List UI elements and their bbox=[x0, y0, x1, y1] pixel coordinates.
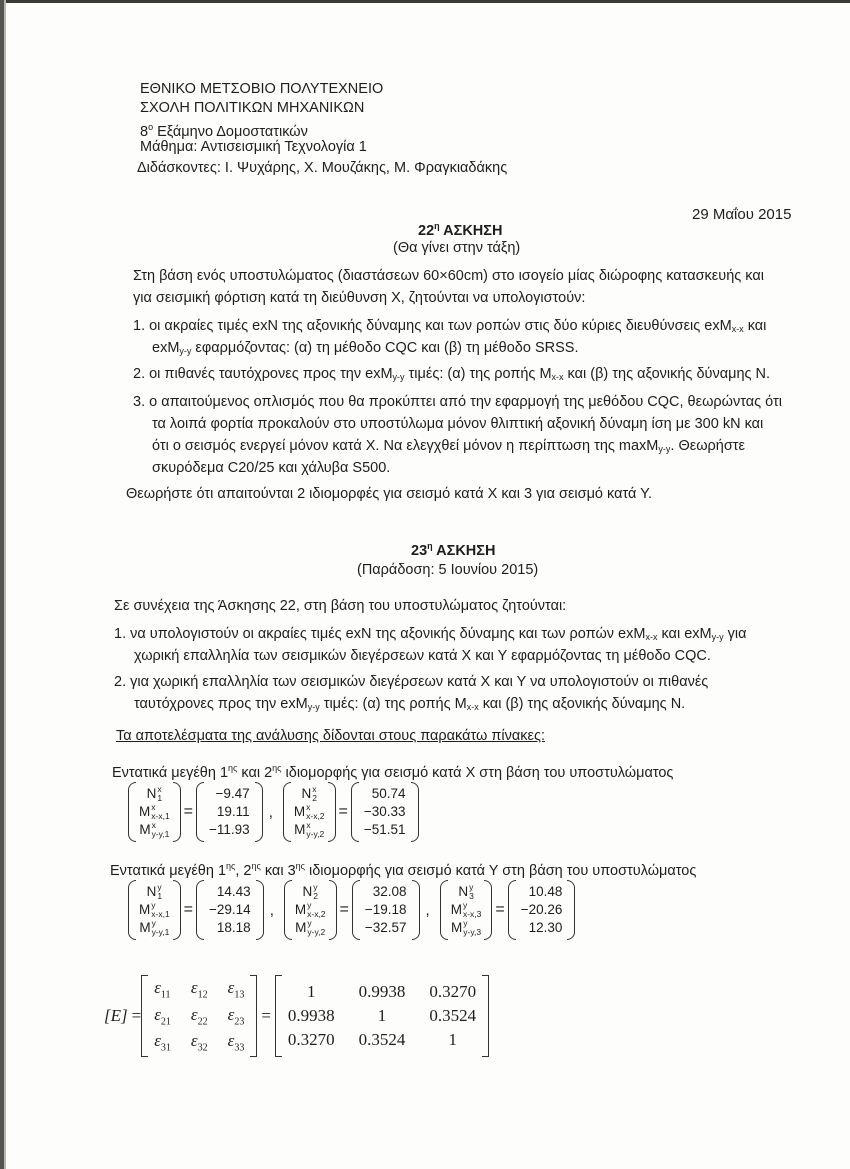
symbol-subscript: y-y,1 bbox=[151, 927, 170, 937]
brace-right bbox=[484, 880, 492, 940]
brace-left bbox=[196, 782, 204, 842]
brace-left bbox=[351, 782, 359, 842]
epsilon-entry bbox=[228, 1005, 245, 1027]
symbol-direction: y bbox=[157, 882, 162, 892]
vector-value: 10.48 bbox=[528, 884, 563, 899]
symbol-indices bbox=[469, 883, 474, 901]
mode-vector bbox=[128, 880, 264, 940]
symbol-indices bbox=[157, 883, 162, 901]
moment-yy-symbol bbox=[294, 821, 324, 839]
semester-number: 8 bbox=[140, 124, 149, 140]
brace-right bbox=[256, 880, 264, 940]
symbol-indices bbox=[152, 919, 170, 937]
e23-item2-pre: ταυτόχρονες προς την exM bbox=[134, 696, 308, 712]
epsilon-symbol: ε bbox=[190, 1004, 198, 1024]
symbol-letter: M bbox=[294, 822, 306, 837]
equals-sign: = bbox=[495, 901, 505, 918]
brace-left bbox=[283, 782, 291, 842]
symbol-letter: M bbox=[295, 920, 307, 935]
exercise-23-intro: Σε συνέχεια της Άσκησης 22, στη βάση του υποστυλώματος ζητούνται: bbox=[114, 598, 567, 614]
e23-item2-sub1: y-y bbox=[307, 702, 320, 712]
vector-value: −11.93 bbox=[209, 822, 250, 837]
y-cap-sup2: ης bbox=[251, 861, 261, 871]
item2-pre: 2. οι πιθανές ταυτόχρονες προς την exM bbox=[133, 366, 393, 382]
correlation-value: 1 bbox=[448, 1030, 458, 1049]
item3-line3-sub: y-y bbox=[658, 444, 671, 454]
exercise-22-intro-line2: για σεισμική φόρτιση κατά τη διεύθυνση Χ, ζητούνται να υπολογιστούν: bbox=[133, 290, 586, 306]
x-cap-mid: και 2 bbox=[237, 765, 273, 781]
exercise-22-date: 29 Μαΐου 2015 bbox=[692, 206, 792, 223]
brace-left bbox=[284, 880, 292, 940]
symbol-direction: y bbox=[313, 882, 318, 892]
symbol-subscript: x-x,1 bbox=[151, 811, 170, 821]
symbol-letter: N bbox=[458, 884, 469, 899]
exercise-23-item1-line1 bbox=[114, 624, 746, 647]
item1-line2-pre: exM bbox=[152, 340, 180, 356]
mode-vector bbox=[284, 880, 420, 940]
brace-right bbox=[173, 880, 181, 940]
exercise-22-note: Θεωρήστε ότι απαιτούνται 2 ιδιομορφές για σεισμό κατά Χ και 3 για σεισμό κατά Υ. bbox=[126, 486, 653, 502]
epsilon-index: 22 bbox=[197, 1016, 208, 1028]
e23-item1-mid: και exM bbox=[657, 626, 712, 642]
epsilon-entry bbox=[191, 978, 208, 1000]
symbol-indices bbox=[307, 919, 325, 937]
symbol-letter: N bbox=[302, 884, 313, 899]
symbol-indices bbox=[306, 803, 324, 821]
equals-sign: = bbox=[131, 1006, 142, 1025]
correlation-value: 0.3524 bbox=[358, 1030, 406, 1049]
brace-right bbox=[173, 782, 181, 842]
brace-left bbox=[128, 782, 136, 842]
symbol-indices bbox=[306, 821, 324, 839]
symbol-subscript: x-x,1 bbox=[151, 909, 170, 919]
axial-force-symbol bbox=[147, 883, 162, 901]
axial-force-symbol bbox=[458, 883, 473, 901]
symbol-column bbox=[291, 785, 328, 839]
moment-xx-symbol bbox=[451, 901, 482, 919]
y-cap-end: ιδιομορφής για σεισμό κατά Υ στη βάση του υποστυλώματος bbox=[304, 863, 697, 879]
epsilon-index: 11 bbox=[160, 989, 171, 1001]
correlation-value: 0.9938 bbox=[287, 1006, 335, 1025]
numeric-matrix bbox=[282, 982, 482, 1050]
moment-xx-symbol bbox=[295, 901, 326, 919]
symbol-subscript: y-y,2 bbox=[306, 829, 325, 839]
brace-right bbox=[329, 880, 337, 940]
symbol-indices bbox=[151, 803, 169, 821]
institution-name: ΕΘΝΙΚΟ ΜΕΤΣΟΒΙΟ ΠΟΛΥΤΕΧΝΕΙΟ bbox=[140, 81, 384, 97]
symbol-letter: M bbox=[450, 902, 462, 917]
symbol-direction: x bbox=[151, 820, 156, 830]
moment-yy-symbol bbox=[451, 919, 481, 937]
e23-item2-end: και (β) της αξονικής δύναμης Ν. bbox=[478, 696, 686, 712]
value-column bbox=[360, 883, 412, 937]
exercise-22-item3-line4: σκυρόδεμα C20/25 και χάλυβα S500. bbox=[152, 460, 391, 476]
symbol-subscript: y-y,1 bbox=[151, 829, 170, 839]
x-cap-sup2: ης bbox=[272, 763, 282, 773]
symbol-direction: y bbox=[469, 882, 474, 892]
e23-item2-mid: τιμές: (α) της ροπής M bbox=[319, 696, 467, 712]
vector-value: −30.33 bbox=[363, 804, 406, 819]
exercise-22-label: ΑΣΚΗΣΗ bbox=[443, 223, 503, 239]
exercise-22-item3-line3 bbox=[152, 436, 745, 459]
e23-item1-sub1: x-x bbox=[645, 632, 658, 642]
brace-left bbox=[440, 880, 448, 940]
exercise-22-item3-line1: 3. ο απαιτούμενος οπλισμός που θα προκύπτει από την εφαρμογή της μεθόδου CQC, θεωρώντας ότι bbox=[133, 394, 782, 410]
vector-value: 12.30 bbox=[528, 920, 563, 935]
symbol-letter: N bbox=[146, 786, 157, 801]
symbol-letter: M bbox=[293, 804, 306, 819]
epsilon-index: 23 bbox=[234, 1016, 245, 1028]
vector-value: 14.43 bbox=[216, 884, 251, 899]
axial-force-symbol bbox=[147, 785, 162, 803]
y-cap-mid1: , 2 bbox=[235, 863, 252, 879]
correlation-value: 0.9938 bbox=[358, 982, 406, 1001]
brace-right bbox=[255, 782, 263, 842]
exercise-23-item2-line2 bbox=[134, 694, 685, 717]
epsilon-index: 13 bbox=[234, 989, 245, 1001]
exercise-23-number: 23 bbox=[411, 543, 428, 559]
vector-value: 50.74 bbox=[371, 786, 406, 801]
equals-sign: = bbox=[183, 803, 194, 820]
e23-item1-pre: 1. να υπολογιστούν οι ακραίες τιμές exN της αξονικής δύναμης και των ροπών exM bbox=[114, 626, 646, 642]
correlation-value: 0.3270 bbox=[429, 982, 477, 1001]
symbolic-matrix bbox=[148, 978, 250, 1053]
symbol-subscript: 1 bbox=[157, 793, 163, 803]
epsilon-symbol: ε bbox=[227, 1031, 235, 1051]
item2-mid: τιμές: (α) της ροπής M bbox=[404, 366, 552, 382]
exercise-22-item3-line2: τα λοιπά φορτία προκαλούν στο υποστύλωμα μόνον θλιπτική αξονική δύναμη ίση με 300 kN και bbox=[152, 416, 764, 432]
item1-subscript: x-x bbox=[731, 324, 744, 334]
instructors: Διδάσκοντες: Ι. Ψυχάρης, Χ. Μουζάκης, Μ. Φραγκιαδάκης bbox=[137, 160, 508, 176]
epsilon-symbol: ε bbox=[227, 978, 235, 998]
equals-sign: = bbox=[338, 803, 348, 820]
symbol-letter: N bbox=[146, 884, 157, 899]
item1-line2-text: εφαρμόζοντας: (α) τη μέθοδο CQC και (β) τη μέθοδο SRSS. bbox=[191, 340, 579, 356]
item1-end: και bbox=[743, 318, 767, 334]
y-cap-sup3: ης bbox=[295, 861, 305, 871]
modes-y-caption bbox=[110, 856, 696, 881]
correlation-value: 1 bbox=[307, 982, 316, 1001]
epsilon-index: 32 bbox=[197, 1042, 208, 1054]
symbol-indices bbox=[313, 883, 318, 901]
moment-yy-symbol bbox=[139, 919, 169, 937]
bracket-left bbox=[141, 975, 148, 1057]
brace-left bbox=[508, 880, 516, 940]
epsilon-index: 33 bbox=[234, 1042, 245, 1054]
brace-left bbox=[128, 880, 136, 940]
epsilon-entry bbox=[228, 978, 245, 1000]
correlation-label: [E] bbox=[104, 1006, 128, 1025]
epsilon-index: 21 bbox=[160, 1016, 171, 1028]
mode-vector bbox=[440, 880, 576, 940]
value-column bbox=[204, 785, 255, 839]
exercise-23-title bbox=[411, 541, 495, 559]
symbol-indices bbox=[152, 821, 170, 839]
symbol-direction: x bbox=[151, 802, 156, 812]
symbol-indices bbox=[157, 785, 162, 803]
value-column bbox=[359, 785, 411, 839]
exercise-23-subtitle: (Παράδοση: 5 Ιουνίου 2015) bbox=[357, 562, 539, 578]
vector-value: 32.08 bbox=[372, 884, 407, 899]
x-cap-sup1: ης bbox=[228, 763, 238, 773]
epsilon-symbol: ε bbox=[190, 1031, 198, 1051]
vector-value: −19.18 bbox=[364, 902, 407, 917]
scan-edge-left-shadow bbox=[4, 0, 6, 1169]
moment-xx-symbol bbox=[139, 803, 170, 821]
symbol-subscript: y-y,2 bbox=[307, 927, 326, 937]
symbol-subscript: x-x,3 bbox=[462, 909, 482, 919]
exercise-23-ordinal: η bbox=[427, 541, 433, 551]
symbol-indices bbox=[463, 901, 481, 919]
symbol-subscript: 2 bbox=[312, 793, 317, 803]
epsilon-index: 31 bbox=[160, 1042, 171, 1054]
epsilon-index: 12 bbox=[197, 989, 208, 1001]
symbol-subscript: x-x,2 bbox=[306, 811, 325, 821]
exercise-22-item1-line2 bbox=[152, 338, 578, 361]
moment-xx-symbol bbox=[139, 901, 170, 919]
symbol-column bbox=[136, 785, 173, 839]
e23-item1-end: για bbox=[723, 626, 747, 642]
moment-xx-symbol bbox=[294, 803, 325, 821]
results-heading: Τα αποτελέσματα της ανάλυσης δίδονται στους παρακάτω πίνακες: bbox=[116, 728, 545, 744]
item1-line2-subscript: y-y bbox=[179, 346, 192, 356]
symbol-column bbox=[448, 883, 485, 937]
symbol-letter: N bbox=[301, 786, 312, 801]
symbol-direction: y bbox=[463, 918, 468, 928]
modes-x-vectors bbox=[128, 782, 419, 842]
bracket-right bbox=[250, 975, 257, 1057]
vector-value: 18.18 bbox=[216, 920, 251, 935]
vector-value: −9.47 bbox=[215, 786, 250, 801]
exercise-22-number: 22 bbox=[418, 223, 435, 239]
symbol-direction: y bbox=[307, 900, 312, 910]
brace-left bbox=[352, 880, 360, 940]
symbol-indices bbox=[151, 901, 169, 919]
semester-ordinal: ο bbox=[148, 122, 154, 132]
epsilon-symbol: ε bbox=[190, 978, 198, 998]
value-column bbox=[204, 883, 256, 937]
e23-item1-sub2: y-y bbox=[711, 632, 724, 642]
epsilon-entry bbox=[154, 1005, 171, 1027]
exercise-22-title bbox=[418, 221, 502, 239]
item3-line3-end: . Θεωρήστε bbox=[670, 438, 745, 454]
epsilon-entry bbox=[154, 978, 171, 1000]
separator-comma: , bbox=[269, 901, 274, 919]
symbol-letter: M bbox=[139, 902, 151, 917]
vector-value: −20.26 bbox=[520, 902, 563, 917]
item1-text: 1. οι ακραίες τιμές exN της αξονικής δύναμης και των ροπών στις δύο κύριες διευθύνσεις exM bbox=[133, 318, 732, 334]
separator-comma: , bbox=[268, 803, 273, 821]
exercise-23-item1-line2: χωρική επαλληλία των σεισμικών διεγέρσεων κατά Χ και Υ εφαρμόζοντας τη μέθοδο CQC. bbox=[134, 648, 711, 664]
exercise-22-item2 bbox=[133, 364, 770, 387]
symbol-letter: M bbox=[451, 920, 463, 935]
moment-yy-symbol bbox=[295, 919, 325, 937]
item3-line3-pre: ότι ο σεισμός ενεργεί μόνον κατά Χ. Να ελεγχθεί μόνον η περίπτωση της maxM bbox=[152, 438, 659, 454]
symbol-direction: x bbox=[157, 784, 162, 794]
item2-sub1: y-y bbox=[392, 372, 405, 382]
item2-end: και (β) της αξονικής δύναμης Ν. bbox=[563, 366, 771, 382]
correlation-value: 0.3524 bbox=[429, 1006, 477, 1025]
mode-vector bbox=[128, 782, 263, 842]
epsilon-entry bbox=[191, 1031, 208, 1053]
symbol-indices bbox=[463, 919, 481, 937]
value-column bbox=[516, 883, 568, 937]
axial-force-symbol bbox=[302, 883, 317, 901]
vector-value: 19.11 bbox=[216, 804, 250, 819]
correlation-value: 1 bbox=[377, 1006, 387, 1025]
symbol-letter: M bbox=[139, 804, 151, 819]
symbol-letter: M bbox=[139, 822, 151, 837]
symbol-indices bbox=[312, 785, 317, 803]
epsilon-symbol: ε bbox=[154, 1031, 161, 1051]
exercise-22-item1-line1 bbox=[133, 316, 766, 339]
school-name: ΣΧΟΛΗ ΠΟΛΙΤΙΚΩΝ ΜΗΧΑΝΙΚΩΝ bbox=[140, 100, 365, 116]
symbol-subscript: x-x,2 bbox=[307, 909, 326, 919]
symbol-subscript: 2 bbox=[313, 891, 318, 901]
vector-value: −29.14 bbox=[209, 902, 251, 917]
y-cap-pre: Εντατικά μεγέθη 1 bbox=[110, 863, 227, 879]
epsilon-symbol: ε bbox=[154, 978, 161, 998]
scan-edge-top bbox=[0, 0, 850, 3]
epsilon-symbol: ε bbox=[154, 1004, 161, 1024]
mode-vector bbox=[283, 782, 419, 842]
symbol-column bbox=[292, 883, 329, 937]
equals-sign: = bbox=[339, 901, 349, 918]
brace-right bbox=[411, 782, 419, 842]
bracket-left bbox=[275, 975, 282, 1057]
semester-text: Εξάμηνο Δομοστατικών bbox=[157, 124, 308, 140]
brace-right bbox=[328, 782, 336, 842]
bracket-right bbox=[482, 975, 489, 1057]
symbol-direction: x bbox=[312, 784, 317, 794]
vector-value: −51.51 bbox=[363, 822, 406, 837]
course-name: Μάθημα: Αντισεισμική Τεχνολογία 1 bbox=[140, 139, 367, 155]
vector-value: −32.57 bbox=[364, 920, 407, 935]
equals-sign: = bbox=[261, 1006, 271, 1025]
symbol-direction: y bbox=[462, 900, 468, 910]
epsilon-entry bbox=[228, 1031, 245, 1053]
symbol-letter: M bbox=[139, 920, 151, 935]
epsilon-entry bbox=[191, 1005, 208, 1027]
x-cap-end: ιδιομορφής για σεισμό κατά Χ στη βάση του υποστυλώματος bbox=[281, 765, 674, 781]
modes-x-caption bbox=[112, 758, 673, 783]
exercise-22-ordinal: η bbox=[434, 221, 440, 231]
brace-right bbox=[567, 880, 575, 940]
y-cap-mid2: και 3 bbox=[260, 863, 296, 879]
symbol-direction: y bbox=[151, 918, 156, 928]
exercise-23-label: ΑΣΚΗΣΗ bbox=[436, 543, 496, 559]
equals-sign: = bbox=[183, 901, 194, 918]
symbol-subscript: 3 bbox=[469, 891, 474, 901]
symbol-direction: x bbox=[306, 802, 311, 812]
brace-left bbox=[196, 880, 204, 940]
exercise-22-subtitle: (Θα γίνει στην τάξη) bbox=[393, 240, 521, 256]
e23-item2-sub2: x-x bbox=[466, 702, 479, 712]
exercise-22-intro-line1: Στη βάση ενός υποστυλώματος (διαστάσεων 60×60cm) στο ισογείο μίας διώροφης κατασκευής και bbox=[133, 268, 764, 284]
symbol-column bbox=[136, 883, 173, 937]
y-cap-sup1: ης bbox=[226, 861, 236, 871]
modes-y-vectors bbox=[128, 880, 575, 940]
symbol-indices bbox=[307, 901, 325, 919]
brace-right bbox=[412, 880, 420, 940]
separator-comma: , bbox=[425, 901, 430, 919]
symbol-direction: x bbox=[306, 820, 311, 830]
symbol-subscript: y-y,3 bbox=[463, 927, 482, 937]
exercise-23-item2-line1: 2. για χωρική επαλληλία των σεισμικών διεγέρσεων κατά Χ και Υ να υπολογιστούν οι πιθανές bbox=[114, 674, 709, 690]
correlation-value: 0.3270 bbox=[287, 1030, 335, 1049]
item2-sub2: x-x bbox=[551, 372, 564, 382]
symbol-subscript: 1 bbox=[157, 891, 163, 901]
epsilon-symbol: ε bbox=[227, 1004, 235, 1024]
moment-yy-symbol bbox=[139, 821, 169, 839]
x-cap-pre: Εντατικά μεγέθη 1 bbox=[112, 765, 229, 781]
axial-force-symbol bbox=[301, 785, 316, 803]
correlation-matrix bbox=[100, 975, 489, 1057]
epsilon-entry bbox=[154, 1031, 171, 1053]
symbol-direction: y bbox=[151, 900, 156, 910]
symbol-direction: y bbox=[307, 918, 312, 928]
symbol-letter: M bbox=[294, 902, 307, 917]
